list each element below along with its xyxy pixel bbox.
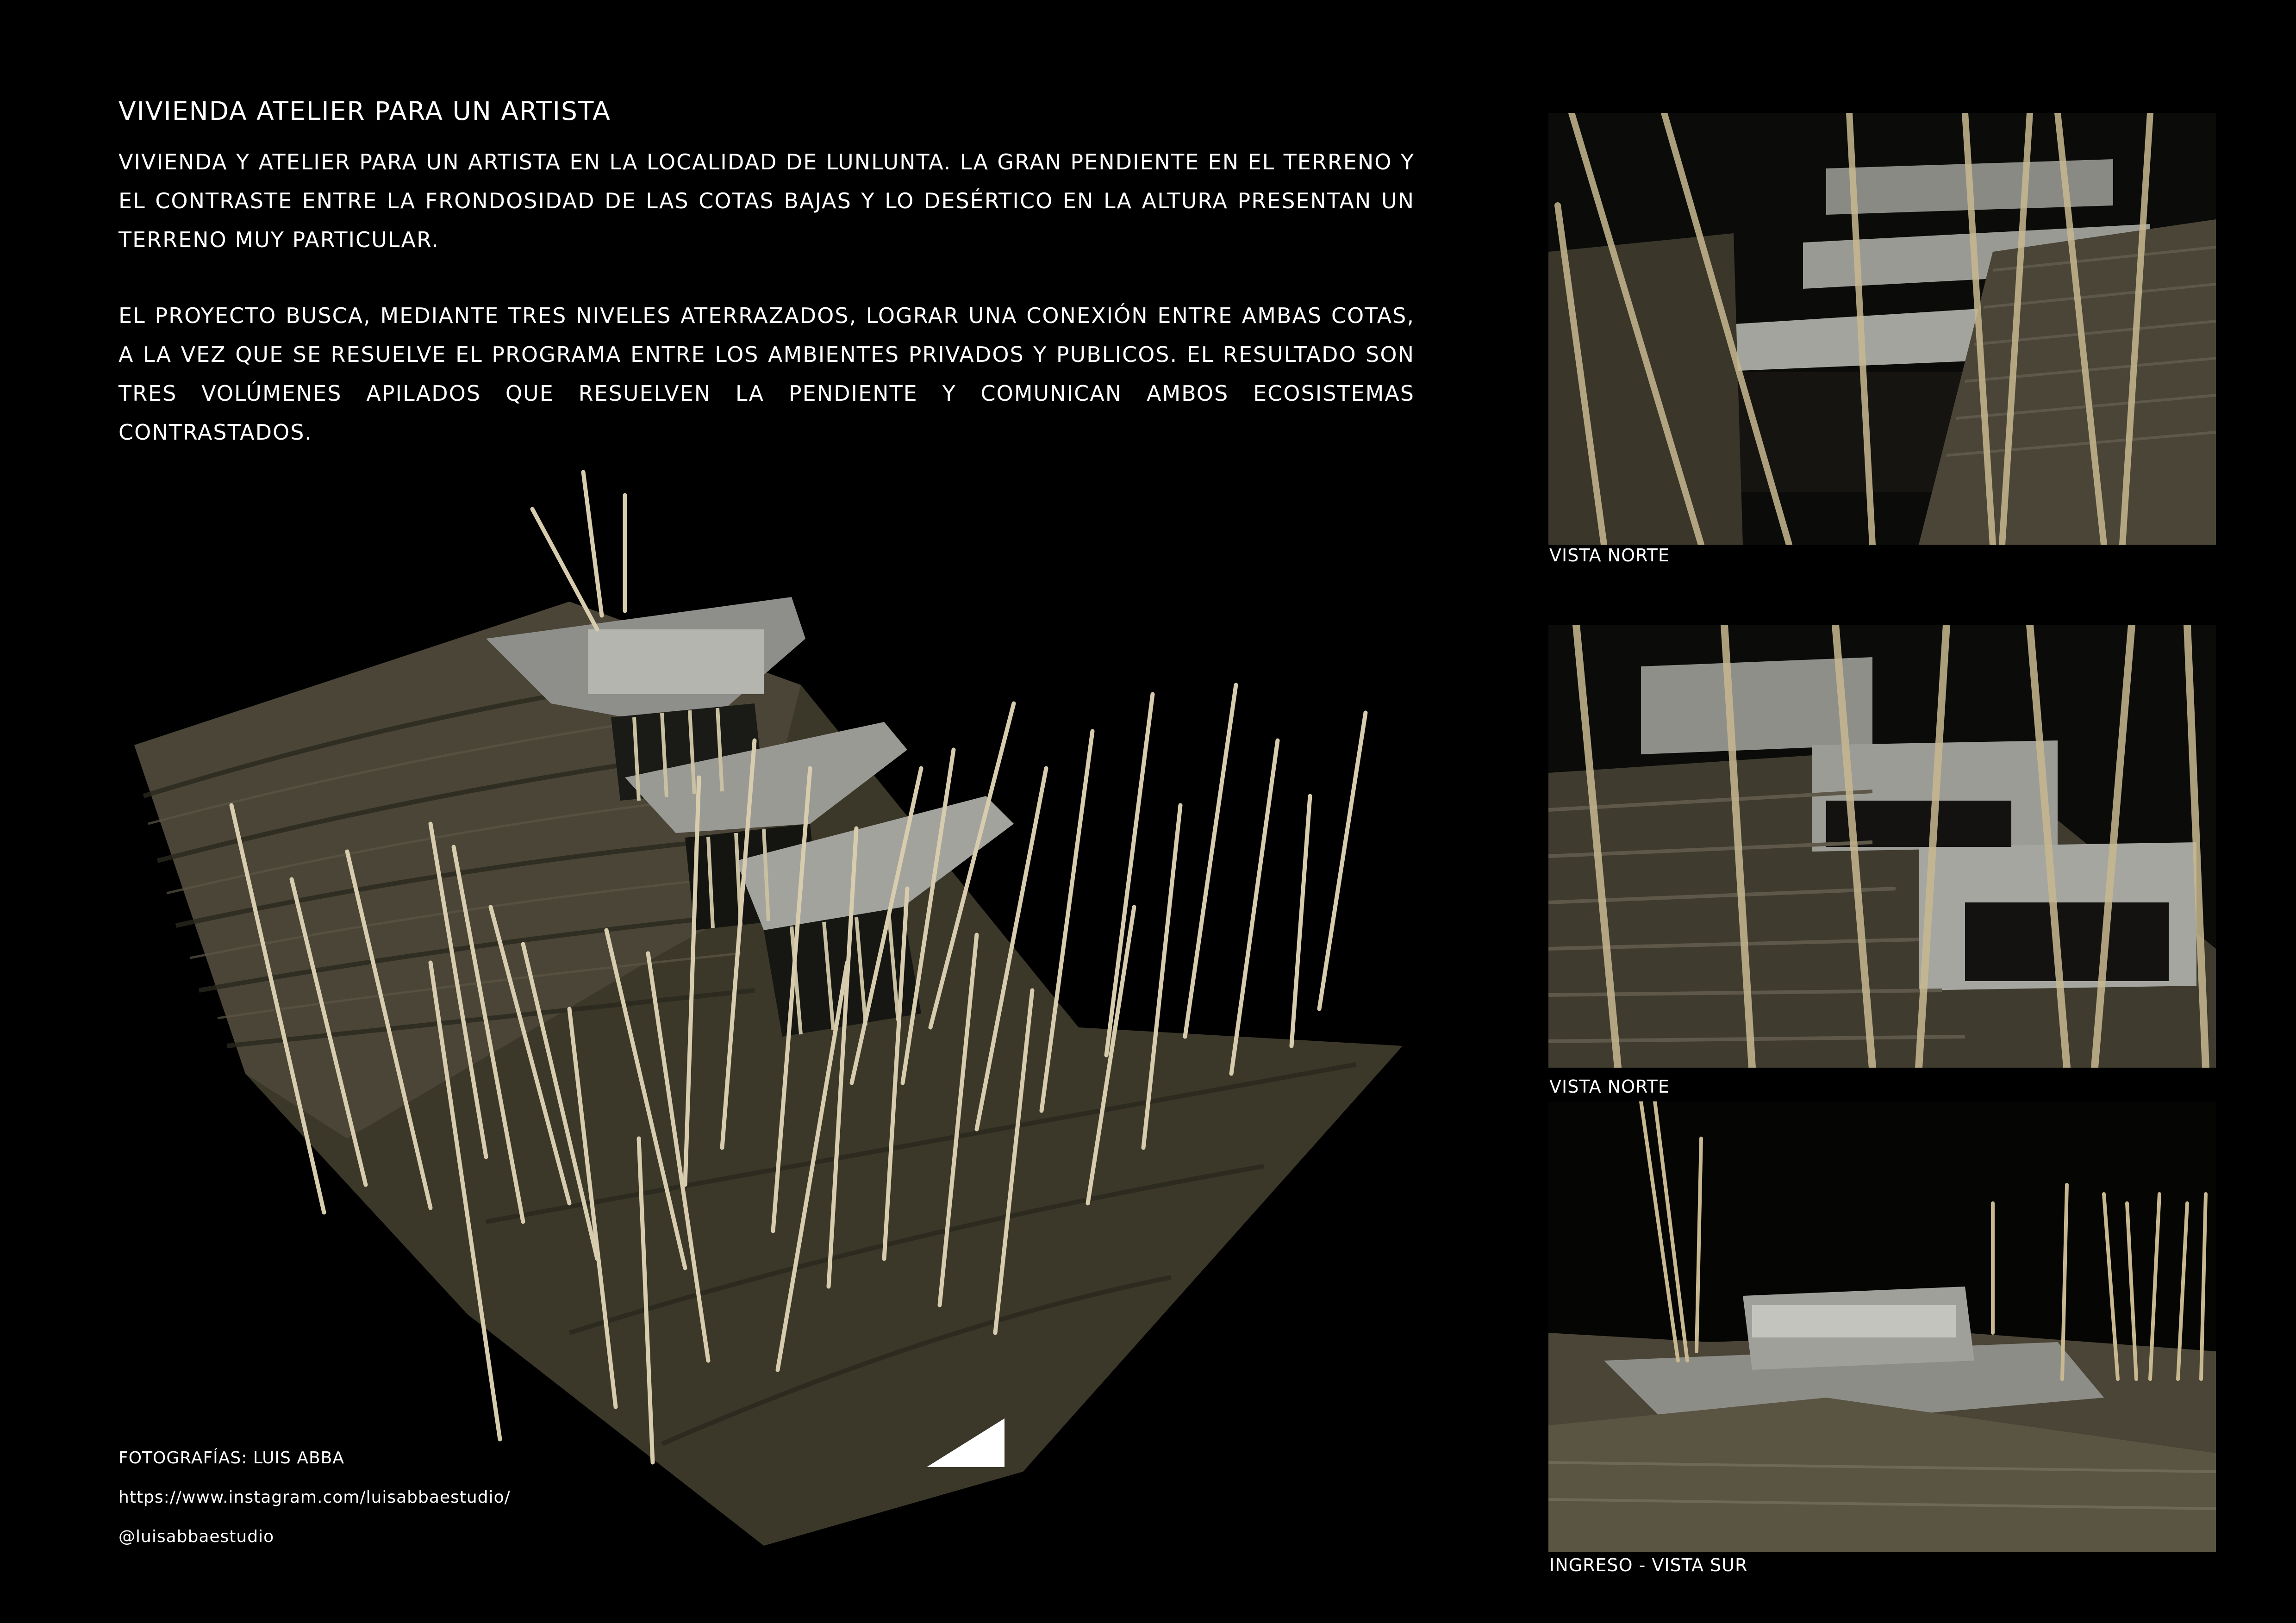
side-photo-vista-norte-2 xyxy=(1548,625,2216,1068)
instagram-handle: @luisabbaestudio xyxy=(119,1527,275,1546)
bamboo-stick xyxy=(1319,713,1366,1009)
instagram-link[interactable]: https://www.instagram.com/luisabbaestudio/ xyxy=(119,1488,511,1507)
bamboo-stick xyxy=(1292,796,1310,1046)
page-title: VIVIENDA ATELIER PARA UN ARTISTA xyxy=(119,96,611,126)
side-photo-ingreso-vista-sur xyxy=(1548,1101,2216,1552)
caption-ingreso-vista-sur: INGRESO - VISTA SUR xyxy=(1549,1555,1748,1575)
bamboo-stick xyxy=(583,472,602,616)
bamboo-stick xyxy=(1185,685,1236,1037)
bamboo-stick xyxy=(1106,694,1153,1055)
photo-credit: FOTOGRAFÍAS: LUIS ABBA xyxy=(119,1449,344,1468)
caption-vista-norte-1: VISTA NORTE xyxy=(1549,545,1670,566)
main-model-photo xyxy=(106,444,1435,1555)
side-photo-vista-norte-1 xyxy=(1548,113,2216,545)
description-paragraph-1: VIVIENDA Y ATELIER PARA UN ARTISTA EN LA LOCALIDAD DE LUNLUNTA. LA GRAN PENDIENTE EN EL TERRENO Y EL CONTRASTE ENTRE LA FRONDOSIDAD DE LAS COTAS BAJAS Y LO DESÉRTICO EN LA ALTURA PRESENTAN UN TERRENO MUY PARTICULAR. xyxy=(119,149,1415,252)
caption-vista-norte-2: VISTA NORTE xyxy=(1549,1076,1670,1097)
description-paragraph-2: EL PROYECTO BUSCA, MEDIANTE TRES NIVELES ATERRAZADOS, LOGRAR UNA CONEXIÓN ENTRE AMBAS COTAS, A LA VEZ QUE SE RESUELVE EL PROGRAMA ENTRE LOS AMBIENTES PRIVADOS Y PUBLICOS. EL RESULTADO SON TRES VOLÚMENES APILADOS QUE RESUELVEN LA PENDIENTE Y COMUNICAN AMBOS ECOSISTEMAS CONTRASTADOS. xyxy=(119,303,1415,445)
bamboo-stick xyxy=(1231,740,1278,1074)
